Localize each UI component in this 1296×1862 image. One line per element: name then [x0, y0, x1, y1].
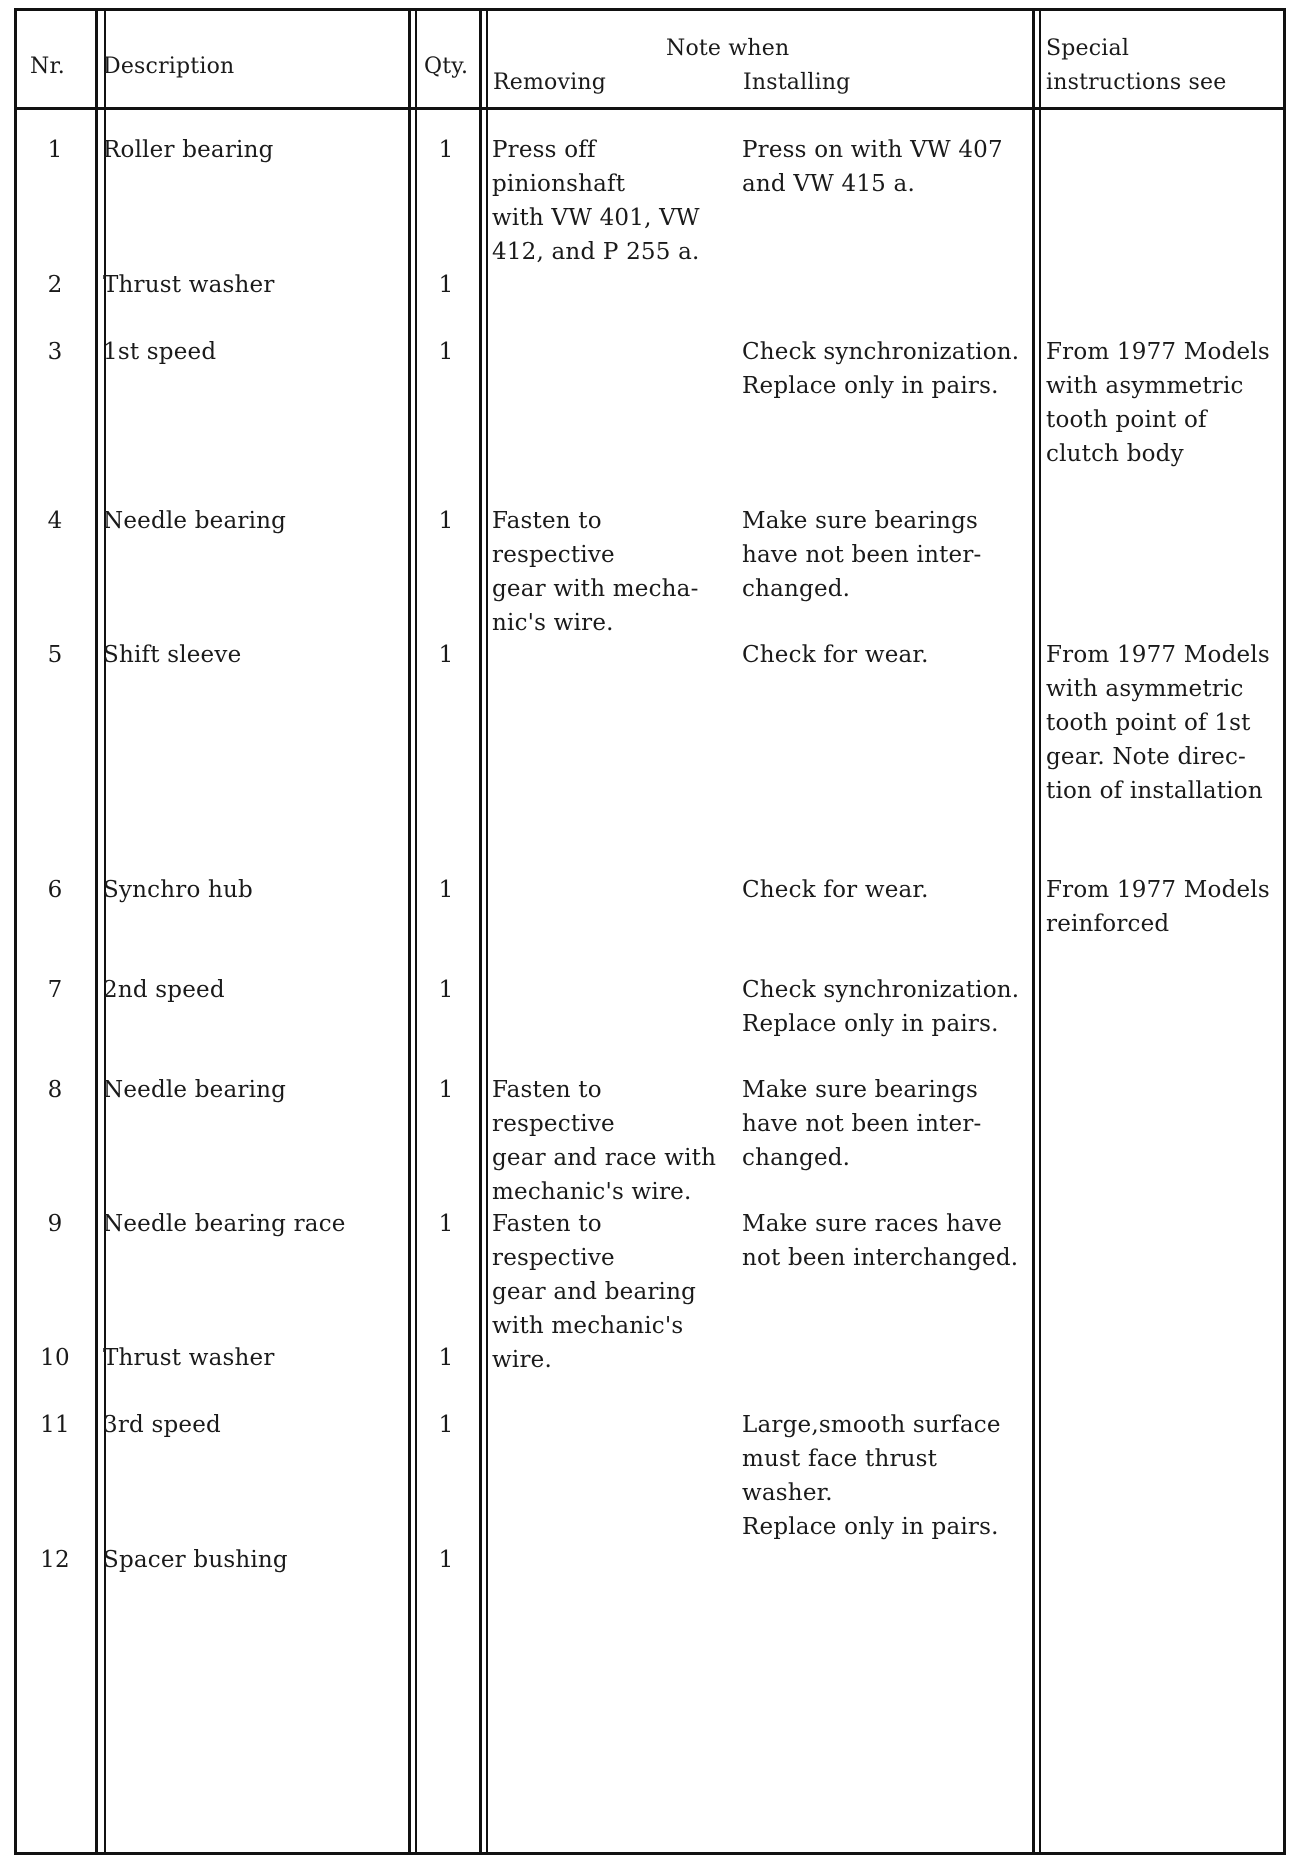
- row-number: 9: [47, 1211, 63, 1237]
- header-installing: Installing: [743, 70, 851, 95]
- row-description: Roller bearing: [103, 137, 274, 163]
- row-number: 2: [47, 272, 63, 298]
- header-nr: Nr.: [30, 54, 65, 79]
- row-number: 6: [47, 877, 63, 903]
- table-bottom-border: [14, 1852, 1286, 1855]
- row-number: 3: [47, 339, 63, 365]
- row-removing-note: Press off pinionshaft with VW 401, VW 412, and P 255 a.: [492, 137, 700, 265]
- row-installing-note: Check synchronization. Replace only in pairs.: [742, 977, 1020, 1037]
- row-installing-note: Check for wear.: [742, 642, 929, 668]
- row-installing-note: Make sure bearings have not been inter- changed.: [742, 1077, 982, 1171]
- row-description: Synchro hub: [103, 877, 253, 903]
- table-left-border: [14, 8, 17, 1855]
- row-description: Thrust washer: [103, 272, 275, 298]
- row-qty: 1: [438, 1077, 454, 1103]
- row-qty: 1: [438, 1547, 454, 1573]
- column-divider: [1032, 8, 1035, 1855]
- row-number: 7: [47, 977, 63, 1003]
- row-qty: 1: [438, 137, 454, 163]
- row-qty: 1: [438, 877, 454, 903]
- row-description: Shift sleeve: [103, 642, 242, 668]
- row-qty: 1: [438, 1211, 454, 1237]
- row-qty: 1: [438, 272, 454, 298]
- row-qty: 1: [438, 977, 454, 1003]
- row-number: 12: [40, 1547, 70, 1573]
- row-description: 1st speed: [103, 339, 217, 365]
- column-divider: [415, 8, 417, 1855]
- row-description: 3rd speed: [103, 1412, 221, 1438]
- header-description: Description: [103, 54, 235, 79]
- row-installing-note: Press on with VW 407 and VW 415 a.: [742, 137, 1003, 197]
- row-number: 5: [47, 642, 63, 668]
- row-description: Thrust washer: [103, 1345, 275, 1371]
- table-right-border: [1283, 8, 1286, 1855]
- row-description: Needle bearing: [103, 508, 287, 534]
- row-qty: 1: [438, 339, 454, 365]
- row-installing-note: Large,smooth surface must face thrust washer. Replace only in pairs.: [742, 1412, 1001, 1540]
- row-qty: 1: [438, 642, 454, 668]
- row-removing-note: Fasten to respective gear and race with mechanic's wire.: [492, 1077, 717, 1205]
- row-description: Spacer bushing: [103, 1547, 288, 1573]
- row-qty: 1: [438, 1345, 454, 1371]
- row-number: 10: [40, 1345, 70, 1371]
- column-divider: [95, 8, 98, 1855]
- row-installing-note: Check synchronization. Replace only in pairs.: [742, 339, 1020, 399]
- column-divider: [408, 8, 411, 1855]
- row-installing-note: Make sure bearings have not been inter- changed.: [742, 508, 982, 602]
- row-removing-note: Fasten to respective gear and bearing with mechanic's wire.: [492, 1211, 697, 1373]
- row-number: 1: [47, 137, 63, 163]
- row-description: Needle bearing race: [103, 1211, 346, 1237]
- header-qty: Qty.: [424, 54, 469, 79]
- row-installing-note: Make sure races have not been interchanged.: [742, 1211, 1019, 1271]
- header-note-when: Note when: [666, 36, 790, 61]
- header-divider: [14, 107, 1286, 110]
- row-number: 8: [47, 1077, 63, 1103]
- row-number: 4: [47, 508, 63, 534]
- column-divider: [479, 8, 482, 1855]
- row-qty: 1: [438, 508, 454, 534]
- row-special-instructions: From 1977 Models with asymmetric tooth point of 1st gear. Note direc- tion of installation: [1046, 642, 1270, 804]
- row-special-instructions: From 1977 Models reinforced: [1046, 877, 1270, 937]
- column-divider: [486, 8, 488, 1855]
- row-special-instructions: From 1977 Models with asymmetric tooth point of clutch body: [1046, 339, 1270, 467]
- row-description: 2nd speed: [103, 977, 225, 1003]
- header-removing: Removing: [493, 70, 607, 95]
- row-installing-note: Check for wear.: [742, 877, 929, 903]
- column-divider: [1039, 8, 1041, 1855]
- row-description: Needle bearing: [103, 1077, 287, 1103]
- row-qty: 1: [438, 1412, 454, 1438]
- row-removing-note: Fasten to respective gear with mecha- nic's wire.: [492, 508, 699, 636]
- row-number: 11: [40, 1412, 70, 1438]
- header-special-instructions: Special instructions see: [1046, 36, 1227, 95]
- table-top-border: [14, 8, 1286, 11]
